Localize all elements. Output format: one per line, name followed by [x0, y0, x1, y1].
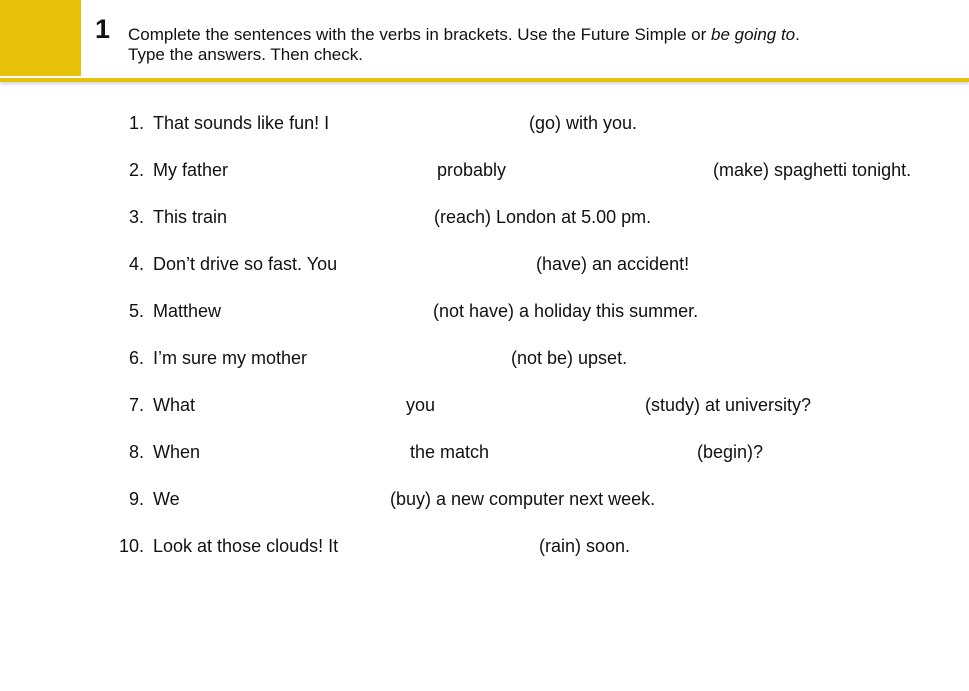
item-number: 7. [128, 395, 144, 415]
answer-input[interactable] [334, 534, 532, 558]
item-number: 9. [128, 489, 144, 509]
item-text: (reach) London at 5.00 pm. [434, 207, 652, 227]
item-text: My father [153, 160, 229, 180]
answer-input[interactable] [304, 346, 504, 370]
exercise-item [0, 158, 969, 188]
answer-input[interactable] [204, 440, 402, 464]
header-accent-block [0, 0, 81, 76]
answer-input[interactable] [232, 158, 430, 182]
instructions [128, 25, 800, 65]
exercise-item [0, 487, 969, 517]
instruction-emphasis: be going to [711, 25, 796, 44]
item-text: (not have) a holiday this summer. [433, 301, 699, 321]
item-text: (study) at university? [645, 395, 812, 415]
item-text: the match [410, 442, 490, 462]
exercise-header [0, 0, 969, 82]
answer-input[interactable] [322, 111, 522, 135]
item-text: (not be) upset. [511, 348, 628, 368]
answer-input[interactable] [440, 393, 638, 417]
item-text: That sounds like fun! I [153, 113, 330, 133]
header-divider [0, 78, 969, 82]
item-text: What [153, 395, 196, 415]
item-text: probably [437, 160, 507, 180]
answer-input[interactable] [506, 158, 706, 182]
item-text: Don’t drive so fast. You [153, 254, 338, 274]
item-text: I’m sure my mother [153, 348, 308, 368]
item-text: When [153, 442, 201, 462]
instruction-line-1 [128, 25, 800, 45]
item-text: Look at those clouds! It [153, 536, 339, 556]
answer-input[interactable] [200, 393, 400, 417]
item-number: 4. [128, 254, 144, 274]
instruction-text: Complete the sentences with the verbs in brackets. Use the Future Simple or [128, 25, 711, 44]
item-number: 10. [118, 536, 144, 556]
item-text: (buy) a new computer next week. [390, 489, 656, 509]
item-text: We [153, 489, 180, 509]
item-text: (make) spaghetti tonight. [713, 160, 912, 180]
item-text: (begin)? [697, 442, 764, 462]
item-number: 5. [128, 301, 144, 321]
instruction-period: . [795, 25, 800, 44]
item-text: (go) with you. [529, 113, 638, 133]
exercise-item [0, 111, 969, 141]
exercise-item [0, 205, 969, 235]
exercise-item [0, 346, 969, 376]
item-number: 8. [128, 442, 144, 462]
item-number: 3. [128, 207, 144, 227]
exercise-item [0, 299, 969, 329]
answer-input[interactable] [228, 205, 426, 229]
instruction-line-2: Type the answers. Then check. [128, 45, 363, 64]
item-text: (rain) soon. [539, 536, 631, 556]
exercise-number: 1 [95, 14, 111, 44]
item-number: 1. [128, 113, 144, 133]
exercise-item [0, 440, 969, 470]
answer-input[interactable] [184, 487, 384, 511]
item-number: 2. [128, 160, 144, 180]
answer-input[interactable] [226, 299, 426, 323]
answer-input[interactable] [490, 440, 690, 464]
exercise-item [0, 393, 969, 423]
answer-input[interactable] [330, 252, 530, 276]
exercise-item [0, 252, 969, 282]
exercise-item [0, 534, 969, 564]
item-text: (have) an accident! [536, 254, 690, 274]
item-number: 6. [128, 348, 144, 368]
item-text: you [406, 395, 436, 415]
item-text: Matthew [153, 301, 222, 321]
item-text: This train [153, 207, 228, 227]
